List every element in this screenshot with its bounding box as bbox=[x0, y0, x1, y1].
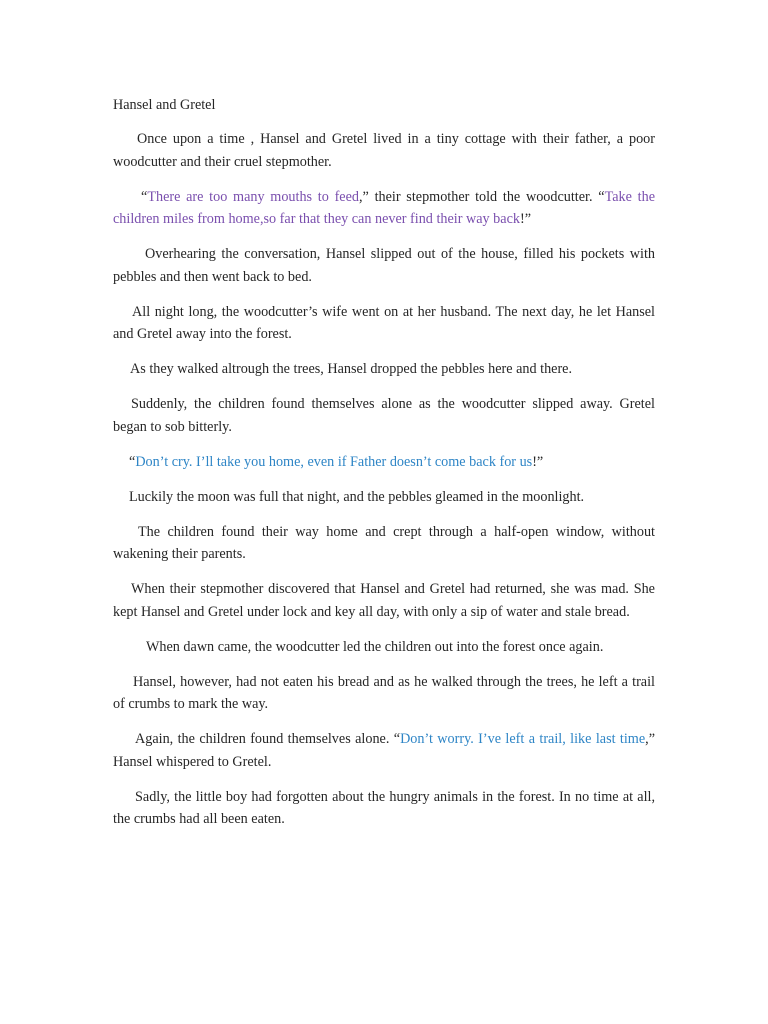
narration-text: Hansel, however, had not eaten his bread and as he walked through the trees, he left a trail of crumbs to mark the way. bbox=[113, 673, 655, 712]
dialogue-text: There are too many mouths to feed bbox=[147, 188, 359, 205]
narration-text: Suddenly, the children found themselves alone as the woodcutter slipped away. Gretel began to sob bitterly. bbox=[113, 396, 655, 435]
story-paragraph bbox=[113, 786, 655, 831]
story-paragraph bbox=[113, 358, 655, 381]
story-paragraph bbox=[113, 578, 655, 623]
narration-text: As they walked altrough the trees, Hansel dropped the pebbles here and there. bbox=[130, 361, 573, 377]
narration-text: Overhearing the conversation, Hansel slipped out of the house, filled his pockets with pebbles and then went back to bed. bbox=[113, 246, 655, 285]
narration-text: Sadly, the little boy had forgotten about the hungry animals in the forest. In no time at all, the crumbs had all been eaten. bbox=[113, 788, 655, 827]
narration-text: “ bbox=[141, 188, 148, 205]
narration-text: !” bbox=[532, 453, 544, 470]
story-paragraph bbox=[113, 301, 655, 346]
narration-text: When dawn came, the woodcutter led the children out into the forest once again. bbox=[146, 638, 604, 655]
story-paragraph bbox=[113, 243, 655, 288]
narration-text: Once upon a time , Hansel and Gretel lived in a tiny cottage with their father, a poor woodcutter and their cruel stepmother. bbox=[113, 131, 655, 170]
dialogue-text: Don’t cry. I’ll take you home, even if Father doesn’t come back for us bbox=[135, 453, 533, 470]
story-paragraph bbox=[113, 186, 655, 231]
narration-text: !” bbox=[519, 211, 531, 227]
narration-text: Luckily the moon was full that night, and the pebbles gleamed in the moonlight. bbox=[129, 488, 585, 505]
narration-text: The children found their way home and crept through a half-open window, without wakening their parents. bbox=[113, 523, 655, 562]
story-body bbox=[113, 128, 655, 831]
story-paragraph bbox=[113, 393, 655, 438]
story-paragraph bbox=[113, 671, 655, 716]
narration-text: When their stepmother discovered that Hansel and Gretel had returned, she was mad. She kept Hansel and Gretel under lock and key all day, with only a sip of water and stale bread. bbox=[113, 581, 655, 620]
narration-text: All night long, the woodcutter’s wife went on at her husband. The next day, he let Hansel and Gretel away into the forest. bbox=[113, 303, 655, 342]
story-paragraph bbox=[113, 728, 655, 773]
story-paragraph bbox=[113, 128, 655, 173]
story-paragraph bbox=[113, 486, 655, 509]
story-paragraph bbox=[113, 636, 655, 659]
narration-text: ,” Hansel whispered to Gretel. bbox=[113, 731, 655, 770]
narration-text: Again, the children found themselves alone. “ bbox=[135, 731, 401, 747]
narration-text: “ bbox=[129, 453, 136, 470]
story-paragraph bbox=[113, 451, 655, 474]
story-title: Hansel and Gretel bbox=[113, 97, 216, 113]
story-paragraph bbox=[113, 521, 655, 566]
dialogue-text: Don’t worry. I’ve left a trail, like last time bbox=[400, 731, 646, 747]
dialogue-text: Take the children miles from home,so far that they can never find their way back bbox=[113, 188, 656, 227]
narration-text: ,” their stepmother told the woodcutter. “ bbox=[359, 188, 605, 205]
